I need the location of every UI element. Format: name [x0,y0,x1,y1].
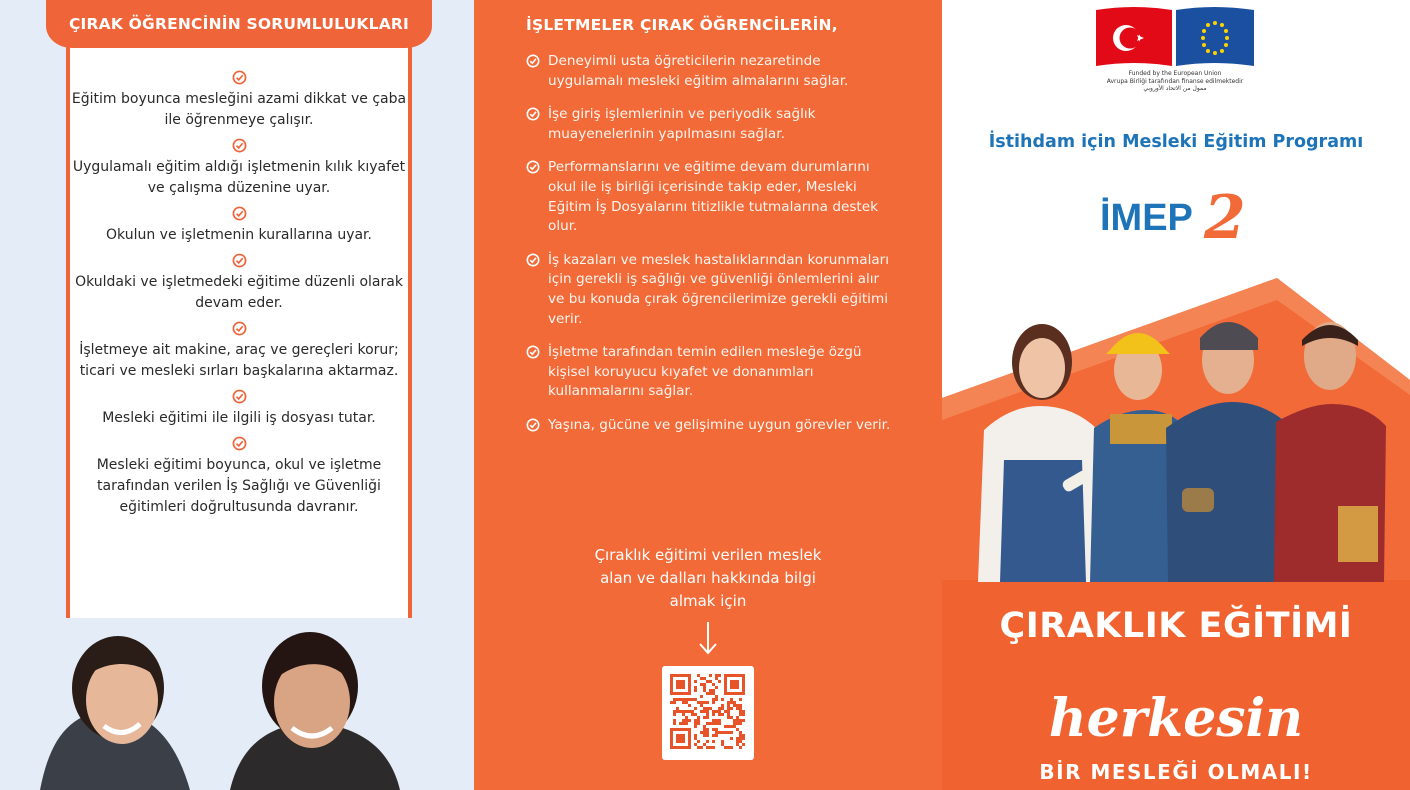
responsibilities-list [70,70,408,518]
business-duties-panel [474,0,942,790]
cover-panel [942,0,1410,790]
check-circle-icon [232,436,247,451]
down-arrow-icon [696,620,720,656]
cover-title: ÇIRAKLIK EĞİTİMİ [999,606,1353,646]
qr-code[interactable] [662,666,754,760]
duty-text: İşletme tarafından temin edilen mesleğe özgü kişisel koruyucu kıyafet ve donanımları kullanmalarını sağlar. [548,344,862,400]
list-item [70,436,408,518]
check-circle-icon [526,160,540,174]
duty-text: Deneyimli usta öğreticilerin nezaretinde uygulamalı mesleki eğitim almalarını sağlar. [548,53,849,89]
check-circle-icon [526,107,540,121]
list-item [526,343,896,402]
check-circle-icon [526,418,540,432]
responsibility-text: Okuldaki ve işletmedeki eğitime düzenli olarak devam eder. [75,274,403,311]
list-item [526,105,896,144]
logo-text: İMEP [1100,197,1193,239]
responsibility-text: Uygulamalı eğitim aldığı işletmenin kılık kıyafet ve çalışma düzenine uyar. [72,159,406,196]
slogan-caps: BİR MESLEĞİ OLMALI! [1039,760,1313,784]
check-circle-icon [526,345,540,359]
list-item [70,138,408,199]
list-item [70,70,408,131]
responsibility-text: Mesleki eğitimi boyunca, okul ve işletme tarafından verilen İş Sağlığı ve Güvenliği eğitimleri doğrultusunda davranır. [96,457,382,515]
responsibility-text: Mesleki eğitimi ile ilgili iş dosyası tutar. [102,410,376,426]
turkey-flag-icon [1096,7,1172,66]
duty-text: İşe giriş işlemlerinin ve periyodik sağlık muayenelerinin yapılmasını sağlar. [548,106,816,142]
list-item [526,416,896,436]
check-circle-icon [232,70,247,85]
imep2-logo [1092,180,1262,248]
list-item [526,52,896,91]
eu-funding-note [1090,70,1260,93]
check-circle-icon [526,54,540,68]
duty-text: Performanslarını ve eğitime devam durumlarını okul ile iş birliği içerisinde takip eder, Mesleki Eğitim İş Dosyalarını titizlikle tutmalarına destek olur. [548,159,878,235]
eu-funding-line: Avrupa Birliği tarafından finanse edilmektedir [1106,77,1244,85]
list-item [70,206,408,246]
business-duties-title: İŞLETMELER ÇIRAK ÖĞRENCİLERİN, [526,16,838,34]
qr-code-icon [662,666,754,760]
program-title: İstihdam için Mesleki Eğitim Programı [988,132,1364,152]
list-item [70,253,408,314]
check-circle-icon [232,321,247,336]
duty-text: Yaşına, gücüne ve gelişimine uygun görevler verir. [548,416,891,433]
eu-funding-line: ممول من الاتحاد الأوروبي [1143,85,1207,92]
responsibility-text: Eğitim boyunca mesleğini azami dikkat ve çaba ile öğrenmeye çalışır. [71,91,407,128]
slogan-script: herkesin [1048,688,1304,749]
eu-flag-icon [1176,7,1254,66]
check-circle-icon [232,138,247,153]
eu-funding-line: Funded by the European Union [1128,70,1222,77]
flags-logo [1094,4,1256,68]
check-circle-icon [232,206,247,221]
list-item [70,321,408,382]
responsibility-text: İşletmeye ait makine, araç ve gereçleri korur; ticari ve mesleki sırları başkalarına aktarmaz. [79,342,399,379]
logo-number: 2 [1204,183,1246,248]
check-circle-icon [232,253,247,268]
qr-caption: Çıraklık eğitimi verilen meslek alan ve dalları hakkında bilgi almak için [594,546,822,610]
list-item [526,158,896,236]
check-circle-icon [232,389,247,404]
responsibilities-panel [0,0,474,790]
women-photo [0,618,474,790]
business-duties-list [526,52,896,450]
students-photo [970,310,1390,582]
responsibility-text: Okulun ve işletmenin kurallarına uyar. [106,227,372,243]
check-circle-icon [526,253,540,267]
responsibilities-header: ÇIRAK ÖĞRENCİNİN SORUMLULUKLARI [46,0,432,48]
list-item [70,389,408,429]
list-item [526,251,896,329]
duty-text: İş kazaları ve meslek hastalıklarından korunmaları için gerekli iş sağlığı ve güvenliği önlemlerini alır ve bu konuda çırak öğrencilerimize gerekli eğitimi verir. [548,251,890,327]
